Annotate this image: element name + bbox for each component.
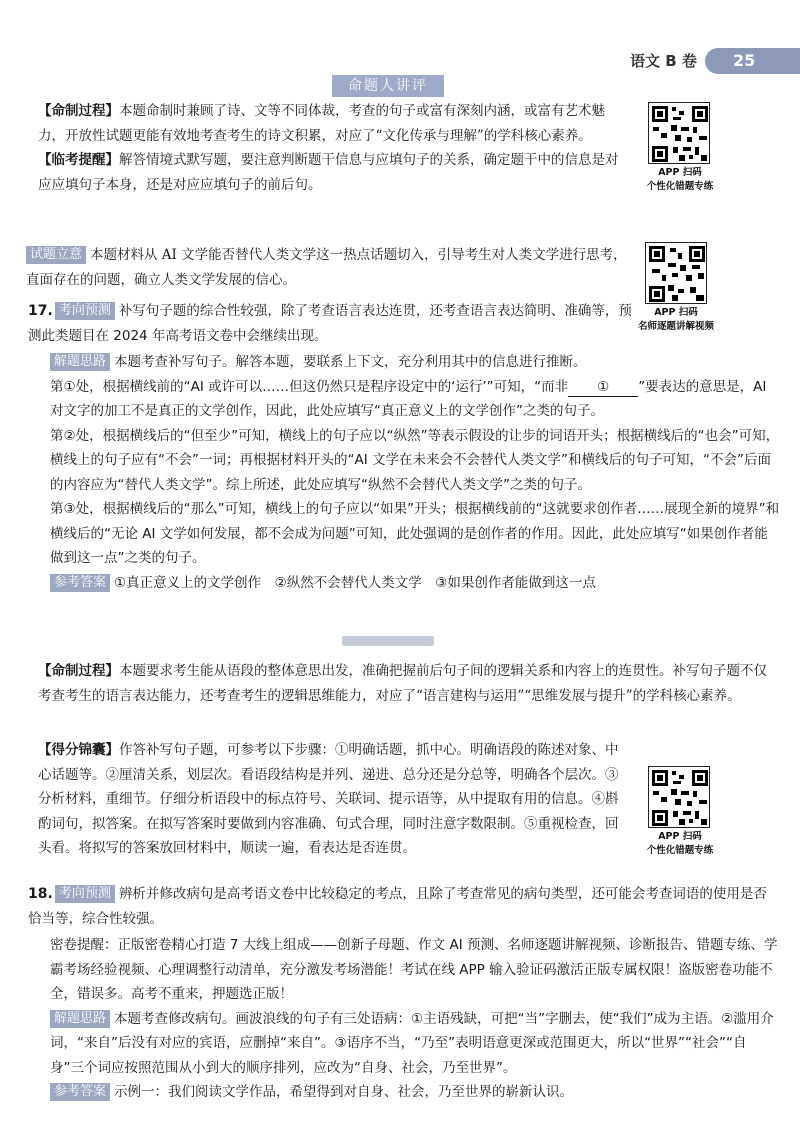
qr-caption bbox=[626, 306, 726, 334]
qr-code[interactable] bbox=[648, 102, 710, 164]
paragraph bbox=[50, 350, 780, 375]
qr-caption-line-1: APP 扫码 bbox=[658, 831, 702, 842]
question-18-body bbox=[50, 933, 780, 1105]
paragraph-text: 本题命制时兼顾了诗、文等不同体裁，考查的句子或富有深刻内涵，或富有艺术魅力，开放性试题更能有效地考查考生的诗文积累，对应了“文化传承与理解”的学科核心素养。 bbox=[38, 103, 605, 144]
qr-caption bbox=[630, 830, 730, 858]
paragraph bbox=[50, 424, 780, 498]
answer-text: 示例一：我们阅读文学作品，希望得到对自身、社会，乃至世界的崭新认识。 bbox=[114, 1084, 574, 1100]
paragraph-text: 本题考查修改病句。画波浪线的句子有三处语病：①主语残缺，可把“当”字删去，使“我们”成为主语。②滥用介词，“来自”后没有对应的宾语，应删掉“来自”。③语序不当，“乃至”表明语意更深或范围更大，所以“世界”“社会”“自身”三个词应按照范围从小到大的顺序排列，应改为“自身、社会，乃至世界”。 bbox=[50, 1010, 774, 1076]
paragraph bbox=[28, 882, 780, 931]
bracket-label: 【命制过程】 bbox=[38, 663, 119, 679]
tag-prediction: 考向预测 bbox=[55, 885, 115, 903]
bracket-label: 【临考提醒】 bbox=[38, 152, 119, 168]
bracket-label: 【命制过程】 bbox=[38, 103, 119, 119]
paragraph bbox=[38, 148, 630, 197]
question-17-head bbox=[28, 299, 632, 348]
question-number: 18. bbox=[28, 886, 53, 902]
paragraph bbox=[28, 299, 632, 348]
question-intent-block bbox=[26, 243, 630, 292]
comment-block-1 bbox=[38, 99, 630, 197]
paragraph bbox=[38, 659, 778, 708]
page-number: 25 bbox=[733, 51, 756, 70]
paragraph-text: 密卷提醒：正版密卷精心打造 7 大线上组成——创新子母题、作文 AI 预测、名师逐题讲解视频、诊断报告、错题专练、学霸考场经验视频、心理调整行动清单，充分激发考场潜能！考试在线 APP 输入验证码激活正版专属权限！盗版密卷功能不全，错误多。高考不重来，押题选正版！ bbox=[50, 937, 778, 1002]
paragraph-text: 本题考查补写句子。解答本题，要联系上下文，充分利用其中的信息进行推断。 bbox=[114, 354, 587, 370]
paragraph-text: 本题要求考生能从语段的整体意思出发，准确把握前后句子间的逻辑关系和内容上的连贯性。补写句子题不仅考查考生的语言表达能力，还考查考生的逻辑思维能力，对应了“语言建构与运用”“思维发展与提升”的学科核心素养。 bbox=[38, 663, 767, 704]
paragraph-text: 第③处，根据横线后的“那么”可知，横线上的句子应以“如果”开头；根据横线前的“这就要求创作者……展现全新的境界”和横线后的“无论 AI 文学如何发展，都不会成为问题”可知，此处强调的是创作者的作用。因此，此处应填写“如果创作者能做到这一点”之类的句子。 bbox=[50, 501, 780, 566]
divider-mark bbox=[342, 636, 434, 646]
header-label: 语文 B 卷 bbox=[630, 52, 697, 70]
tag-solution-approach: 解题思路 bbox=[50, 353, 110, 371]
page-number-badge bbox=[705, 48, 800, 74]
comment-block-3 bbox=[38, 738, 630, 861]
tag-reference-answer: 参考答案 bbox=[50, 1083, 110, 1101]
question-number: 17. bbox=[28, 303, 53, 319]
paragraph bbox=[50, 1007, 780, 1081]
paragraph bbox=[50, 933, 780, 1007]
paragraph bbox=[50, 571, 780, 596]
qr-caption-line-1: APP 扫码 bbox=[654, 307, 698, 318]
paragraph-text: ”要表达的意思是，AI 对文字的加工不是真正的文学创作，因此，此处应填写“真正意义上的文学创作”之类的句子。 bbox=[50, 378, 767, 419]
qr-caption-line-2: 个性化错题专练 bbox=[646, 181, 714, 192]
qr-caption-line-1: APP 扫码 bbox=[658, 167, 702, 178]
tag-reference-answer: 参考答案 bbox=[50, 574, 110, 592]
paragraph bbox=[50, 497, 780, 571]
answer-text: ①真正意义上的文学创作 ②纵然不会替代人类文学 ③如果创作者能做到这一点 bbox=[114, 574, 596, 591]
paragraph-text: 补写句子题的综合性较强，除了考查语言表达连贯，还考查语言表达简明、准确等，预测此类题目在 2024 年高考语文卷中会继续出现。 bbox=[28, 303, 632, 344]
paragraph-text: 第②处，根据横线后的“但至少”可知，横线上的句子应以“纵然”等表示假设的让步的词语开头；根据横线后的“也会”可知，横线上的句子应有“不会”一词；再根据材料开头的“AI 文学在未来会不会替代人类文学”和横线后的句子可知，“不会”后面的内容应为“替代人类文学”。综上所述，此处应填写“纵然不会替代人类文学”之类的句子。 bbox=[50, 427, 780, 493]
tag-intent: 试题立意 bbox=[26, 246, 86, 264]
paragraph bbox=[26, 243, 630, 292]
tag-solution-approach: 解题思路 bbox=[50, 1010, 110, 1028]
fill-blank: ① bbox=[568, 378, 638, 397]
paragraph-text: 第①处，根据横线前的“AI 或许可以……但这仍然只是程序设定中的‘运行’”可知，“而非 bbox=[50, 378, 569, 395]
paragraph bbox=[38, 738, 630, 861]
page-header bbox=[620, 48, 800, 74]
paragraph-text: 解答情境式默写题，要注意判断题干信息与应填句子的关系，确定题干中的信息是对应应填句子本身，还是对应应填句子的前后句。 bbox=[38, 152, 619, 193]
qr-caption-line-2: 个性化错题专练 bbox=[646, 845, 714, 856]
question-17-body bbox=[50, 350, 780, 595]
qr-caption bbox=[630, 166, 730, 194]
tag-prediction: 考向预测 bbox=[55, 302, 115, 320]
paragraph bbox=[50, 375, 780, 424]
comment-block-2 bbox=[38, 659, 778, 708]
qr-caption-line-2: 名师逐题讲解视频 bbox=[637, 321, 714, 332]
qr-code[interactable] bbox=[645, 242, 707, 304]
paragraph bbox=[38, 99, 630, 148]
paragraph-text: 本题材料从 AI 文学能否替代人类文学这一热点话题切入，引导考生对人类文学进行思考，直面存在的问题，确立人类文学发展的信心。 bbox=[26, 247, 627, 288]
paragraph bbox=[50, 1080, 780, 1105]
question-18-head bbox=[28, 882, 780, 931]
bracket-label: 【得分锦囊】 bbox=[38, 742, 119, 758]
paragraph-text: 作答补写句子题，可参考以下步骤：①明确话题，抓中心。明确语段的陈述对象、中心话题等。②厘清关系，划层次。看语段结构是并列、递进、总分还是分总等，明确各个层次。③分析材料，重细节。仔细分析语段中的标点符号、关联词、提示语等，从中提取有用的信息。④斟酌词句，拟答案。在拟写答案时要做到内容准确、句式合理，同时注意字数限制。⑤重视检查，回头看。将拟写的答案放回材料中，顺读一遍，看表达是否连贯。 bbox=[38, 742, 619, 856]
qr-code[interactable] bbox=[648, 766, 710, 828]
section-title: 命题人讲评 bbox=[332, 75, 444, 97]
paragraph-text: 辨析并修改病句是高考语文卷中比较稳定的考点，且除了考查常见的病句类型，还可能会考查词语的使用是否恰当等，综合性较强。 bbox=[28, 886, 767, 927]
